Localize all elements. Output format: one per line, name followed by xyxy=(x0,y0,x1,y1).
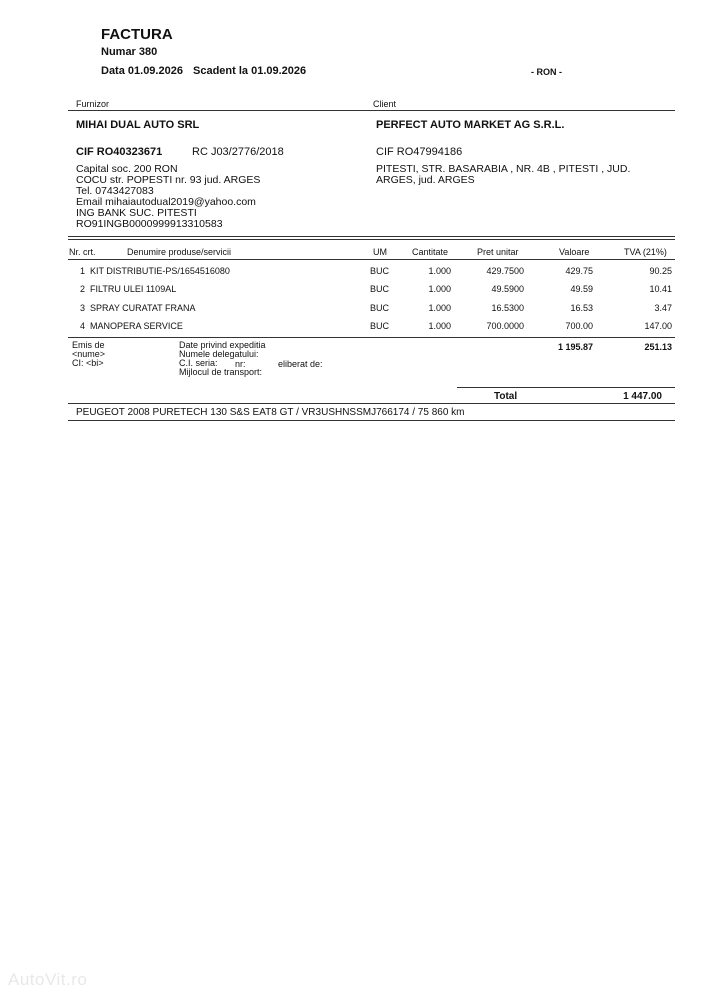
supplier-detail-line: COCU str. POPESTI nr. 93 jud. ARGES xyxy=(76,174,261,186)
issued-line: Emis de xyxy=(72,340,105,350)
invoice-title: FACTURA xyxy=(101,26,173,43)
row-vat: 3.47 xyxy=(654,303,672,313)
divider xyxy=(457,387,675,388)
client-address-line: ARGES, jud. ARGES xyxy=(376,174,475,186)
supplier-detail-line: Capital soc. 200 RON xyxy=(76,163,178,175)
row-nr: 4 xyxy=(80,321,86,331)
invoice-currency: - RON - xyxy=(531,67,562,77)
row-price: 700.0000 xyxy=(486,321,524,331)
row-um: BUC xyxy=(370,303,390,313)
total-value: 1 447.00 xyxy=(623,391,662,402)
col-vat-header: TVA (21%) xyxy=(624,247,667,257)
invoice-due-date: Scadent la 01.09.2026 xyxy=(193,65,307,77)
col-price-header: Pret unitar xyxy=(477,247,519,257)
divider xyxy=(68,236,675,237)
supplier-detail-line: RO91INGB0000999913310583 xyxy=(76,218,223,230)
col-qty-header: Cantitate xyxy=(412,247,449,257)
expedition-line: Numele delegatului: xyxy=(179,349,259,359)
expedition-line: Mijlocul de transport: xyxy=(179,367,263,377)
row-qty: 1.000 xyxy=(428,321,451,331)
supplier-name: MIHAI DUAL AUTO SRL xyxy=(76,119,200,131)
row-nr: 1 xyxy=(80,266,86,276)
row-vat: 10.41 xyxy=(649,284,672,294)
divider xyxy=(68,239,675,240)
issued-line: <nume> xyxy=(72,349,106,359)
issued-line: CI: <bi> xyxy=(72,358,104,368)
supplier-detail-line: Tel. 0743427083 xyxy=(76,185,154,197)
divider xyxy=(68,337,675,338)
row-vat: 147.00 xyxy=(644,321,672,331)
col-um-header: UM xyxy=(373,247,387,257)
expedition-line: Date privind expeditia xyxy=(179,340,266,350)
row-price: 16.5300 xyxy=(491,303,524,313)
row-name: MANOPERA SERVICE xyxy=(90,321,183,331)
subtotal-value: 1 195.87 xyxy=(557,342,593,352)
issued-by-block xyxy=(72,341,105,368)
row-price: 429.7500 xyxy=(486,266,524,276)
col-name-header: Denumire produse/servicii xyxy=(127,247,232,257)
row-um: BUC xyxy=(370,321,390,331)
row-nr: 2 xyxy=(80,284,86,294)
client-name: PERFECT AUTO MARKET AG S.R.L. xyxy=(376,119,565,131)
row-value: 49.59 xyxy=(570,284,593,294)
row-value: 16.53 xyxy=(570,303,593,313)
row-name: SPRAY CURATAT FRANA xyxy=(90,303,196,313)
supplier-detail-line: Email mihaiautodual2019@yahoo.com xyxy=(76,196,256,208)
total-label: Total xyxy=(494,391,518,402)
issued-by-label: eliberat de: xyxy=(278,359,323,369)
expedition-block xyxy=(179,341,266,377)
subtotal-vat: 251.13 xyxy=(644,342,672,352)
client-address-line: PITESTI, STR. BASARABIA , NR. 4B , PITESTI , JUD. xyxy=(376,163,631,175)
invoice-number: Numar 380 xyxy=(101,46,158,58)
supplier-cif: CIF RO40323671 xyxy=(76,146,163,158)
invoice-date: Data 01.09.2026 xyxy=(101,65,183,77)
row-nr: 3 xyxy=(80,303,86,313)
row-qty: 1.000 xyxy=(428,303,451,313)
row-value: 429.75 xyxy=(565,266,593,276)
divider xyxy=(68,110,675,111)
client-cif: CIF RO47994186 xyxy=(376,146,463,158)
divider xyxy=(68,403,675,404)
row-price: 49.5900 xyxy=(491,284,524,294)
client-label: Client xyxy=(373,99,397,109)
row-qty: 1.000 xyxy=(428,266,451,276)
divider xyxy=(68,259,675,260)
row-name: KIT DISTRIBUTIE-PS/1654516080 xyxy=(90,266,230,276)
row-um: BUC xyxy=(370,266,390,276)
expedition-line: C.I. seria: xyxy=(179,358,218,368)
divider xyxy=(68,420,675,421)
client-address xyxy=(376,164,630,186)
supplier-details xyxy=(76,164,260,230)
supplier-label: Furnizor xyxy=(76,99,110,109)
row-qty: 1.000 xyxy=(428,284,451,294)
row-value: 700.00 xyxy=(565,321,593,331)
supplier-rc: RC J03/2776/2018 xyxy=(192,146,284,158)
col-nr-header: Nr. crt. xyxy=(69,247,96,257)
col-value-header: Valoare xyxy=(559,247,590,257)
row-vat: 90.25 xyxy=(649,266,672,276)
supplier-detail-line: ING BANK SUC. PITESTI xyxy=(76,207,197,219)
row-um: BUC xyxy=(370,284,390,294)
watermark-logo: AutoVit.ro xyxy=(8,970,88,989)
vehicle-info: PEUGEOT 2008 PURETECH 130 S&S EAT8 GT / VR3USHNSSMJ766174 / 75 860 km xyxy=(76,407,465,418)
row-name: FILTRU ULEI 1109AL xyxy=(90,284,177,294)
ci-number-label: nr: xyxy=(235,359,246,369)
